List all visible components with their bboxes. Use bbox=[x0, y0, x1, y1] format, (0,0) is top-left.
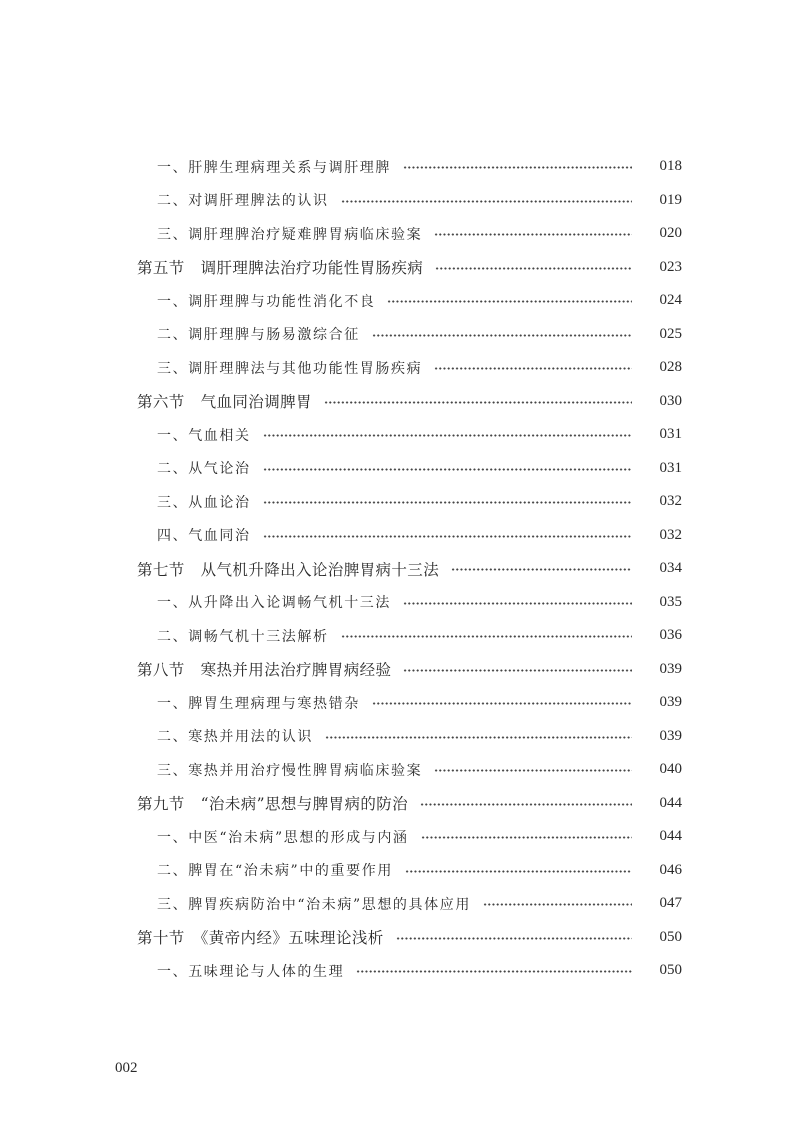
toc-entry[interactable] bbox=[0, 452, 800, 486]
toc-section-heading[interactable] bbox=[0, 552, 800, 586]
toc-entry-page: 032 bbox=[659, 493, 682, 510]
toc-entry-title: 二、调肝理脾与肠易激综合征 bbox=[157, 327, 360, 344]
toc-section-heading[interactable] bbox=[0, 251, 800, 285]
toc-entry-page: 035 bbox=[659, 593, 682, 610]
dot-leader bbox=[341, 635, 632, 638]
toc-entry[interactable] bbox=[0, 418, 800, 452]
toc-section-heading[interactable] bbox=[0, 921, 800, 955]
toc-entry[interactable] bbox=[0, 887, 800, 921]
toc-entry-page: 044 bbox=[659, 794, 682, 811]
toc-entry-page: 032 bbox=[659, 526, 682, 543]
toc-entry-title: 一、调肝理脾与功能性消化不良 bbox=[157, 293, 376, 310]
toc-entry-page: 040 bbox=[659, 761, 682, 778]
dot-leader bbox=[263, 535, 632, 538]
toc-section-title: 第五节 调肝理脾法治疗功能性胃肠疾病 bbox=[137, 259, 424, 278]
toc-entry-page: 034 bbox=[659, 560, 682, 577]
dot-leader bbox=[263, 434, 632, 437]
toc-entry-title: 一、肝脾生理病理关系与调肝理脾 bbox=[157, 159, 391, 176]
dot-leader bbox=[405, 870, 632, 873]
page-number: 002 bbox=[115, 1060, 138, 1076]
toc-entry-title: 三、调肝理脾法与其他功能性胃肠疾病 bbox=[157, 360, 423, 377]
toc-entry[interactable] bbox=[0, 318, 800, 352]
dot-leader bbox=[403, 602, 632, 605]
dot-leader bbox=[434, 367, 632, 370]
dot-leader bbox=[421, 836, 632, 839]
dot-leader bbox=[396, 937, 632, 940]
dot-leader bbox=[341, 200, 632, 203]
dot-leader bbox=[356, 970, 632, 973]
table-of-contents bbox=[0, 150, 800, 988]
dot-leader bbox=[483, 903, 632, 906]
toc-section-heading[interactable] bbox=[0, 787, 800, 821]
toc-entry-title: 一、中医“治未病”思想的形成与内涵 bbox=[157, 829, 409, 846]
toc-entry[interactable] bbox=[0, 284, 800, 318]
toc-entry[interactable] bbox=[0, 519, 800, 553]
dot-leader bbox=[420, 803, 632, 806]
toc-entry[interactable] bbox=[0, 150, 800, 184]
toc-entry-page: 039 bbox=[659, 694, 682, 711]
toc-entry-title: 一、脾胃生理病理与寒热错杂 bbox=[157, 695, 360, 712]
toc-entry-title: 三、调肝理脾治疗疑难脾胃病临床验案 bbox=[157, 226, 423, 243]
toc-entry-page: 020 bbox=[659, 225, 682, 242]
toc-entry[interactable] bbox=[0, 820, 800, 854]
toc-entry-page: 018 bbox=[659, 158, 682, 175]
toc-entry[interactable] bbox=[0, 753, 800, 787]
toc-entry-page: 025 bbox=[659, 325, 682, 342]
dot-leader bbox=[325, 736, 632, 739]
toc-section-title: 第九节 “治未病”思想与脾胃病的防治 bbox=[137, 795, 409, 814]
toc-section-heading[interactable] bbox=[0, 385, 800, 419]
toc-entry[interactable] bbox=[0, 720, 800, 754]
toc-entry-title: 三、从血论治 bbox=[157, 494, 251, 511]
toc-entry-title: 二、对调肝理脾法的认识 bbox=[157, 193, 329, 210]
toc-entry[interactable] bbox=[0, 485, 800, 519]
toc-entry-page: 036 bbox=[659, 627, 682, 644]
toc-entry-page: 047 bbox=[659, 895, 682, 912]
toc-entry[interactable] bbox=[0, 854, 800, 888]
toc-entry-title: 二、调畅气机十三法解析 bbox=[157, 628, 329, 645]
toc-entry-page: 024 bbox=[659, 292, 682, 309]
toc-entry-title: 一、五味理论与人体的生理 bbox=[157, 963, 345, 980]
toc-section-title: 第六节 气血同治调脾胃 bbox=[137, 393, 312, 412]
dot-leader bbox=[387, 300, 632, 303]
dot-leader bbox=[263, 468, 632, 471]
toc-entry-title: 三、脾胃疾病防治中“治未病”思想的具体应用 bbox=[157, 896, 471, 913]
toc-entry[interactable] bbox=[0, 351, 800, 385]
toc-entry-page: 050 bbox=[659, 928, 682, 945]
dot-leader bbox=[451, 568, 632, 571]
toc-entry-page: 031 bbox=[659, 426, 682, 443]
toc-entry-page: 039 bbox=[659, 660, 682, 677]
toc-entry-title: 四、气血同治 bbox=[157, 528, 251, 545]
toc-entry-title: 一、从升降出入论调畅气机十三法 bbox=[157, 595, 391, 612]
toc-entry-page: 023 bbox=[659, 258, 682, 275]
toc-entry-page: 039 bbox=[659, 727, 682, 744]
toc-entry-page: 044 bbox=[659, 828, 682, 845]
toc-entry[interactable] bbox=[0, 586, 800, 620]
toc-entry-page: 019 bbox=[659, 191, 682, 208]
dot-leader bbox=[263, 501, 632, 504]
dot-leader bbox=[372, 334, 632, 337]
toc-section-heading[interactable] bbox=[0, 653, 800, 687]
dot-leader bbox=[324, 401, 632, 404]
dot-leader bbox=[372, 702, 632, 705]
toc-entry-title: 二、脾胃在“治未病”中的重要作用 bbox=[157, 863, 393, 880]
toc-entry-title: 三、寒热并用治疗慢性脾胃病临床验案 bbox=[157, 762, 423, 779]
toc-entry-title: 一、气血相关 bbox=[157, 427, 251, 444]
dot-leader bbox=[434, 233, 632, 236]
toc-section-title: 第八节 寒热并用法治疗脾胃病经验 bbox=[137, 661, 392, 680]
toc-entry[interactable] bbox=[0, 217, 800, 251]
toc-entry-page: 046 bbox=[659, 861, 682, 878]
dot-leader bbox=[434, 769, 632, 772]
dot-leader bbox=[435, 267, 632, 270]
toc-entry-page: 050 bbox=[659, 962, 682, 979]
toc-entry[interactable] bbox=[0, 954, 800, 988]
toc-entry-page: 028 bbox=[659, 359, 682, 376]
dot-leader bbox=[403, 166, 632, 169]
toc-entry-page: 031 bbox=[659, 459, 682, 476]
dot-leader bbox=[403, 669, 632, 672]
toc-entry[interactable] bbox=[0, 686, 800, 720]
toc-section-title: 第十节 《黄帝内经》五味理论浅析 bbox=[137, 929, 384, 948]
toc-entry-title: 二、寒热并用法的认识 bbox=[157, 729, 313, 746]
toc-entry[interactable] bbox=[0, 619, 800, 653]
toc-entry[interactable] bbox=[0, 184, 800, 218]
toc-entry-title: 二、从气论治 bbox=[157, 461, 251, 478]
toc-section-title: 第七节 从气机升降出入论治脾胃病十三法 bbox=[137, 560, 440, 579]
toc-entry-page: 030 bbox=[659, 392, 682, 409]
